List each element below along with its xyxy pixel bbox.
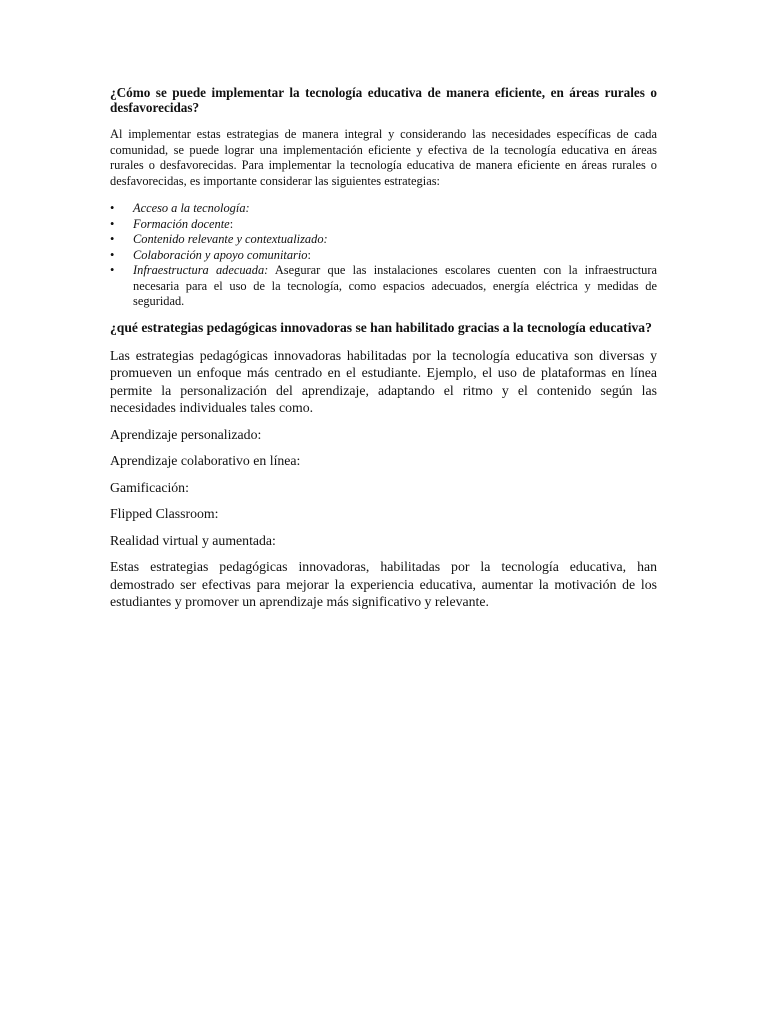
question-2-heading: ¿qué estrategias pedagógicas innovadoras se han habilitado gracias a la tecnología educativa? [110, 319, 652, 335]
bullet-icon: • [110, 247, 115, 262]
question-1-heading: ¿Cómo se puede implementar la tecnología educativa de manera eficiente, en áreas rurales o desfavorecidas? [110, 85, 657, 115]
strategy-detail: Asegurar que las instalaciones escolares cuenten con la infraestructura necesaria para el uso de la tecnología, como espacios adecuados, energía eléctrica y medidas de seguridad. [133, 263, 657, 308]
list-item [110, 248, 657, 264]
strategy-detail: : [229, 216, 234, 231]
list-item [110, 201, 657, 217]
strategies-paragraph: Las estrategias pedagógicas innovadoras habilitadas por la tecnología educativa son diversas y promueven un enfoque más centrado en el estudiante. Ejemplo, el uso de plataformas en línea permite la personalización del aprendizaje, adaptando el ritmo y el contenido según las necesidades individuales tales como. [110, 347, 657, 415]
strategy-label: Infraestructura adecuada: [133, 263, 269, 277]
strategy-detail: : [307, 247, 311, 262]
document-page [110, 86, 657, 620]
bullet-icon: • [110, 201, 115, 215]
item-personalized-learning: Aprendizaje personalizado: [110, 426, 262, 442]
strategy-label: Acceso a la tecnología: [133, 201, 250, 215]
bullet-icon: • [110, 216, 115, 231]
bullet-icon: • [110, 263, 115, 277]
intro-paragraph: Al implementar estas estrategias de manera integral y considerando las necesidades específicas de cada comunidad, se puede lograr una implementación eficiente y efectiva de la tecnología educativa en áreas rurales o desfavorecidas. Para implementar la tecnología educativa de manera eficiente en áreas rurales o desfavorecidas, es importante considerar las siguientes estrategias: [110, 127, 657, 188]
item-gamification: Gamificación: [110, 479, 189, 495]
conclusion-paragraph: Estas estrategias pedagógicas innovadoras, habilitadas por la tecnología educativa, han demostrado ser efectivas para mejorar la experiencia educativa, aumentar la motivación de los estudiantes y promover un aprendizaje más significativo y relevante. [110, 559, 657, 609]
list-item [110, 217, 657, 233]
strategy-label: Contenido relevante y contextualizado: [133, 232, 328, 246]
strategy-label: Colaboración y apoyo comunitario [133, 247, 308, 262]
item-virtual-reality: Realidad virtual y aumentada: [110, 532, 276, 548]
item-flipped-classroom: Flipped Classroom: [110, 506, 219, 521]
strategy-list [110, 201, 657, 310]
list-item [110, 263, 657, 310]
list-item [110, 232, 657, 248]
bullet-icon: • [110, 232, 115, 246]
strategy-label: Formación docente [133, 216, 230, 231]
item-collaborative-learning: Aprendizaje colaborativo en línea: [110, 453, 301, 468]
